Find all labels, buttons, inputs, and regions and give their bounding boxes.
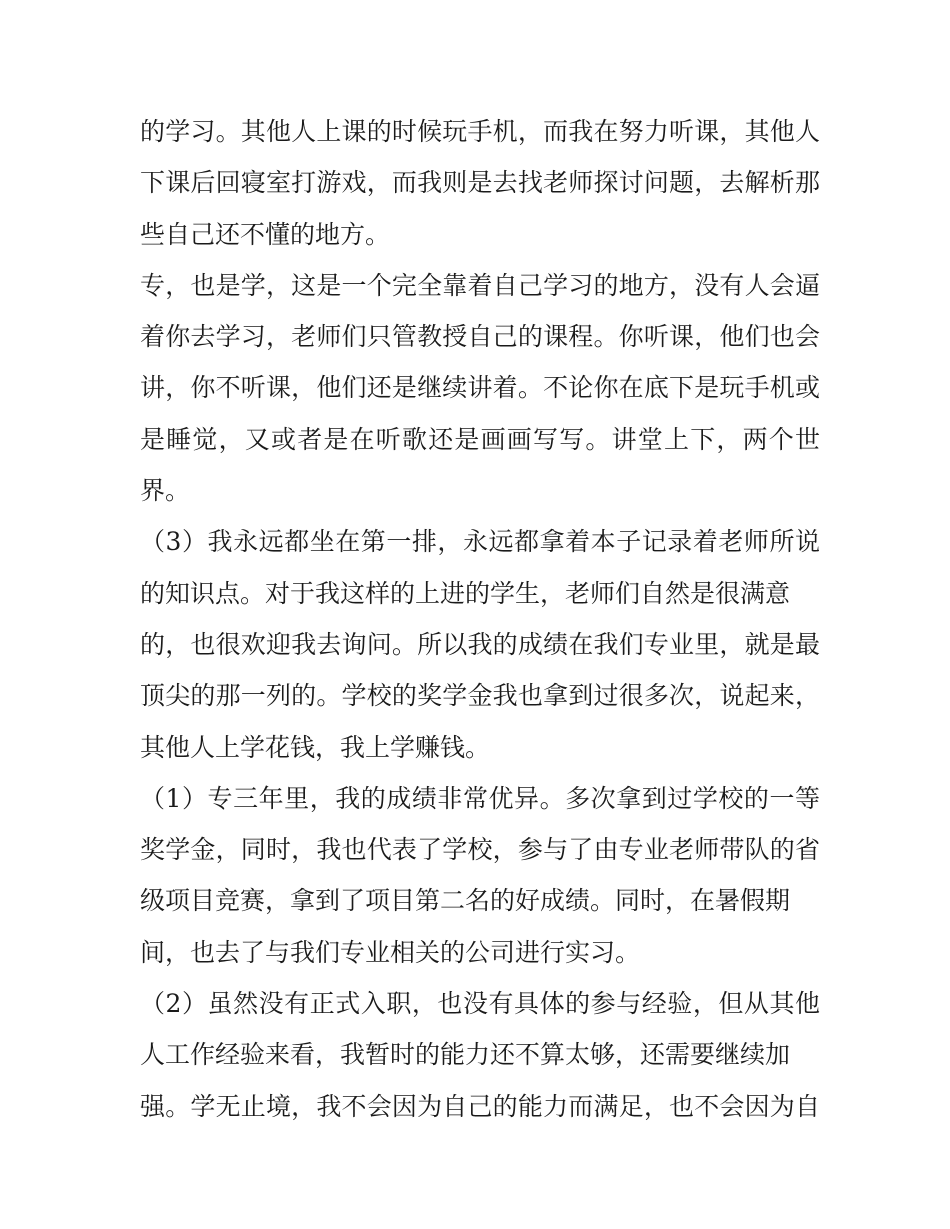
text-line: 界。	[140, 476, 191, 506]
body-text	[140, 106, 820, 1132]
text-line: 顶尖的那一列的。学校的奖学金我也拿到过很多次，说起来，	[140, 681, 820, 711]
text-line: 下课后回寝室打游戏，而我则是去找老师探讨问题，去解析那	[140, 168, 820, 198]
text-line: 级项目竞赛，拿到了项目第二名的好成绩。同时，在暑假期	[140, 886, 791, 916]
text-line: 的，也很欢迎我去询问。所以我的成绩在我们专业里，就是最	[140, 629, 820, 659]
text-line: （3）我永远都坐在第一排，永远都拿着本子记录着老师所说	[140, 527, 820, 557]
text-line: 专，也是学，这是一个完全靠着自己学习的地方，没有人会逼	[140, 270, 820, 300]
text-line: 是睡觉，又或者是在听歌还是画画写写。讲堂上下，两个世	[140, 424, 820, 454]
text-line: （2）虽然没有正式入职，也没有具体的参与经验，但从其他	[140, 989, 820, 1019]
text-line: 的知识点。对于我这样的上进的学生，老师们自然是很满意	[140, 578, 791, 608]
text-line: 讲，你不听课，他们还是继续讲着。不论你在底下是玩手机或	[140, 373, 820, 403]
text-line: 着你去学习，老师们只管教授自己的课程。你听课，他们也会	[140, 322, 820, 352]
text-line: 间，也去了与我们专业相关的公司进行实习。	[140, 937, 641, 967]
text-line: 其他人上学花钱，我上学赚钱。	[140, 732, 491, 762]
text-line: 强。学无止境，我不会因为自己的能力而满足，也不会因为自	[140, 1091, 820, 1121]
text-line: 人工作经验来看，我暂时的能力还不算太够，还需要继续加	[140, 1040, 791, 1070]
text-line: 的学习。其他人上课的时候玩手机，而我在努力听课，其他人	[140, 117, 820, 146]
text-line: （1）专三年里，我的成绩非常优异。多次拿到过学校的一等	[140, 783, 820, 813]
text-line: 奖学金，同时，我也代表了学校，参与了由专业老师带队的省	[140, 835, 820, 865]
text-line: 些自己还不懂的地方。	[140, 219, 391, 249]
